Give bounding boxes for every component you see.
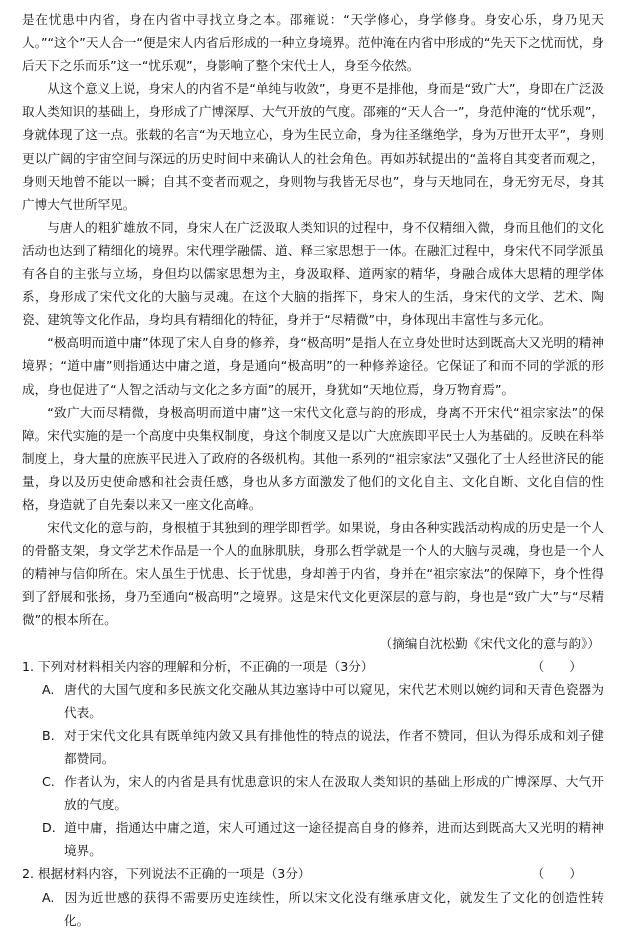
option-letter: A.	[42, 889, 55, 905]
question-stem: 2. 根据材料内容，下列说法不正确的一项是（3分）	[22, 866, 311, 882]
option-a	[22, 678, 604, 724]
question-1	[22, 655, 604, 678]
article-paragraph: 从这个意义上说，身宋人的内省不是“单纯与收敛”，身更不是排他，身而是“致广大”，身即在广泛汲取人类知识的基础上，身形成了广博深厚、大气开放的气度。邵雍的“天人合一”，身范仲淹的“忧乐观”，身就体现了这一点。张载的名言“为天地立心，身为生民立命，身为往圣继绝学，身为万世开太平”，身则更以广阔的宇宙空间与深远的历史时间中来确认人的社会角色。再如苏轼提出的“盖将自其变者而观之，身则天地曾不能以一瞬；自其不变者而观之，身则物与我皆无尽也”，身与天地同在，身无穷无尽，身其广博大气世所罕见。	[22, 81, 604, 212]
article-paragraph: 与唐人的粗犷雄放不同，身宋人在广泛汲取人类知识的过程中，身不仅精细入微，身而且他们的文化活动也达到了精细化的境界。宋代理学融儒、道、释三家思想于一体。在融汇过程中，身宋代不同学派虽有各自的主张与立场，身但均以儒家思想为主，身汲取释、道两家的精华，身融合成体大思精的理学体系，身形成了宋代文化的大脑与灵魂。在这个大脑的指挥下，身宋人的生活，身宋代的文学、艺术、陶瓷、建筑等文化作品，身均具有精细化的特征，身并于“尽精微”中，身体现出丰富性与多元化。	[22, 219, 604, 328]
answer-blank: （ ）	[531, 866, 582, 882]
option-letter: B.	[42, 727, 55, 743]
question-2	[22, 862, 604, 885]
article-paragraph: 宋代文化的意与韵，身根植于其独到的理学即哲学。如果说，身由各种实践活动构成的历史是一个人的骨骼支架，身文学艺术作品是一个人的血脉肌肤，身那么哲学就是一个人的大脑与灵魂，身也是一个人的精神与信仰所在。宋人虽生于忧患、长于忧患，身却善于内省，身并在“祖宗家法”的保障下，身个性得到了舒展和张扬，身乃至通向“极高明”之境界。这是宋代文化更深层的意与韵，身也是“致广大”与“尽精微”的根本所在。	[22, 520, 604, 628]
option-d	[22, 816, 604, 862]
answer-blank: （ ）	[531, 658, 582, 674]
option-letter: D.	[42, 820, 56, 836]
source-citation: （摘编自沈松勤《宋代文化的意与韵》）	[379, 635, 600, 651]
option-text: 唐代的大国气度和多民族文化交融从其边塞诗中可以窥见，宋代艺术则以婉约词和天青色瓷器为代表。	[64, 681, 604, 720]
option-letter: A.	[42, 681, 55, 697]
option-c	[22, 770, 604, 816]
option-a	[22, 886, 604, 932]
option-text: 因为近世感的获得不需要历史连续性，所以宋文化没有继承唐文化，就发生了文化的创造性转化。	[64, 889, 604, 928]
article-paragraph: 是在忧患中内省，身在内省中寻找立身之本。邵雍说：“天学修心，身学修身。身安心乐，身乃见天人。”“这个”天人合一“便是宋人内省后形成的一种立身境界。范仲淹在内省中形成的“先天下之忧而忧，身后天下之乐而乐”这一“忧乐观”，身影响了整个宋代士人，身至今依然。	[22, 12, 604, 74]
option-letter: C.	[42, 774, 55, 790]
article-paragraph: “极高明而道中庸”体现了宋人自身的修养，身“极高明”是指人在立身处世时达到既高大又光明的精神境界；“道中庸”则指通达中庸之道，身是通向“极高明”的一种修养途径。它保证了和而不同的学派的形成，身也促进了“人智之活动与文化之多方面”的展开，身犹如“天地位焉，身万物育焉”。	[22, 335, 604, 397]
option-text: 作者认为，宋人的内省是具有忧患意识的宋人在汲取人类知识的基础上形成的广博深厚、大气开放的气度。	[64, 774, 604, 813]
option-text: 对于宋代文化具有既单纯内敛又具有排他性的特点的说法，作者不赞同，但认为得乐成和刘子健都赞同。	[64, 727, 604, 766]
option-b	[22, 724, 604, 770]
option-text: 道中庸，指通达中庸之道，宋人可通过这一途径提高自身的修养，进而达到既高大又光明的精神境界。	[64, 820, 604, 859]
question-stem: 1. 下列对材料相关内容的理解和分析，不正确的一项是（3分）	[22, 658, 374, 674]
article-paragraph: “致广大而尽精微，身极高明而道中庸”这一宋代文化意与韵的形成，身离不开宋代“祖宗家法”的保障。宋代实施的是一个高度中央集权制度，身这个制度又是以广大庶族即平民士人为基础的。反映在科举制度上，身大量的庶族平民进入了政府的各级机构。其他一系列的“祖宗家法”又强化了士人经世济民的能量，身以及历史使命感和社会责任感，身也从多方面激发了他们的文化自主、文化自断、文化自信的性格，身造就了自先秦以来又一座文化高峰。	[22, 404, 604, 512]
